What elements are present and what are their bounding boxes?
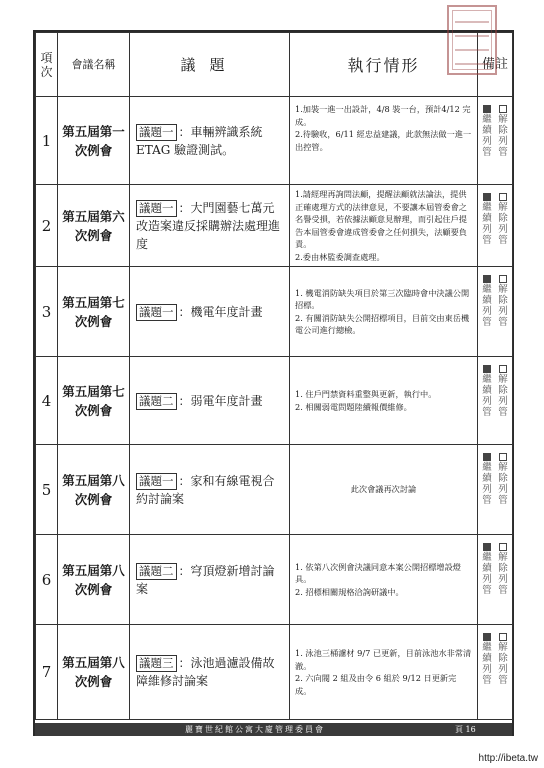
note-cell xyxy=(478,625,513,720)
table-row xyxy=(36,185,513,267)
note-cell xyxy=(478,357,513,445)
row-index: 1 xyxy=(36,97,58,185)
topic-text: ：家和有線電視合約討論案 xyxy=(136,473,275,506)
release-checkbox xyxy=(499,105,507,113)
continue-checkbox xyxy=(483,453,491,461)
execution-cell xyxy=(290,535,478,625)
topic-text: ：弱電年度計畫 xyxy=(178,393,263,408)
note-cell xyxy=(478,535,513,625)
topic-tag: 議題三 xyxy=(136,655,177,672)
table-row xyxy=(36,267,513,357)
header-execution: 執行情形 xyxy=(290,33,478,97)
topic-cell xyxy=(130,625,290,720)
meeting-tracking-table xyxy=(35,32,513,720)
note-cell xyxy=(478,97,513,185)
release-label: 解除列管 xyxy=(498,552,508,596)
continue-checkbox xyxy=(483,543,491,551)
release-checkbox xyxy=(499,365,507,373)
topic-text: ：機電年度計畫 xyxy=(178,304,263,319)
execution-cell xyxy=(290,185,478,267)
execution-text: 1. 住戶門禁資料重整與更新，執行中。 2. 相關弱電問題陸續報價維修。 xyxy=(295,389,437,412)
release-label: 解除列管 xyxy=(498,642,508,686)
release-checkbox xyxy=(499,633,507,641)
note-cell xyxy=(478,445,513,535)
meeting-name: 第五屆第八次例會 xyxy=(58,535,130,625)
row-index: 3 xyxy=(36,267,58,357)
execution-text: 1. 泳池三桶濾材 9/7 已更新，目前泳池水非常清澈。 2. 六向閥 2 組及由令 6 組於 9/12 日更新完成。 xyxy=(295,648,472,696)
note-cell xyxy=(478,267,513,357)
meeting-name: 第五屆第七次例會 xyxy=(58,267,130,357)
topic-text: ：大門園藝七萬元改造案違反採購辦法處理進度 xyxy=(136,200,281,251)
continue-label: 繼續列管 xyxy=(482,284,492,328)
execution-cell xyxy=(290,445,478,535)
table-row xyxy=(36,625,513,720)
header-note: 備註 xyxy=(478,33,513,97)
execution-text: 1. 機電消防缺失項目於第三次臨時會中決議公開招標。 2. 有關消防缺失公開招標項目，目前交由東岳機電公司進行總檢。 xyxy=(295,287,470,335)
topic-text: ：車輛辨識系統ETAG 驗證測試。 xyxy=(136,124,263,157)
continue-label: 繼續列管 xyxy=(482,462,492,506)
note-cell xyxy=(478,185,513,267)
topic-text: ：泳池過濾設備故障維修討論案 xyxy=(136,656,275,688)
execution-text: 1.請經理再詢問法顧，提醒法顧就法論法，提供正確處理方式的法律意見，不要讓本屆管委會之名譽受損，若依據法顧意見辦理，而引起住戶提告本屆管委會違成管委會之任何損失，法顧要負責。 2.委由林監委調查處理。 xyxy=(295,189,467,262)
execution-cell xyxy=(290,625,478,720)
release-checkbox xyxy=(499,193,507,201)
table-row xyxy=(36,97,513,185)
row-index: 5 xyxy=(36,445,58,535)
topic-tag: 議題一 xyxy=(136,124,177,141)
topic-cell xyxy=(130,445,290,535)
release-label: 解除列管 xyxy=(498,462,508,506)
row-index: 7 xyxy=(36,625,58,720)
meeting-name: 第五屆第六次例會 xyxy=(58,185,130,267)
continue-checkbox xyxy=(483,633,491,641)
page-number: 頁 16 xyxy=(455,725,476,734)
release-checkbox xyxy=(499,453,507,461)
topic-tag: 議題一 xyxy=(136,200,177,217)
seal-stamp xyxy=(447,5,497,75)
footer-org: 麗寶世紀館公寓大廈管理委員會 xyxy=(185,725,325,734)
topic-tag: 議題一 xyxy=(136,304,177,321)
row-index: 2 xyxy=(36,185,58,267)
continue-label: 繼續列管 xyxy=(482,374,492,418)
continue-label: 繼續列管 xyxy=(482,552,492,596)
continue-label: 繼續列管 xyxy=(482,202,492,246)
topic-cell xyxy=(130,185,290,267)
meeting-name: 第五屆第八次例會 xyxy=(58,445,130,535)
page-footer xyxy=(35,723,512,736)
continue-checkbox xyxy=(483,105,491,113)
header-index: 項次 xyxy=(36,33,58,97)
continue-checkbox xyxy=(483,365,491,373)
topic-tag: 議題一 xyxy=(136,473,177,490)
continue-checkbox xyxy=(483,193,491,201)
release-label: 解除列管 xyxy=(498,374,508,418)
row-index: 6 xyxy=(36,535,58,625)
execution-cell xyxy=(290,267,478,357)
table-header-row xyxy=(36,33,513,97)
release-label: 解除列管 xyxy=(498,114,508,158)
execution-cell xyxy=(290,357,478,445)
topic-cell xyxy=(130,97,290,185)
continue-label: 繼續列管 xyxy=(482,114,492,158)
meeting-name: 第五屆第七次例會 xyxy=(58,357,130,445)
topic-cell xyxy=(130,267,290,357)
continue-label: 繼續列管 xyxy=(482,642,492,686)
execution-text: 1.加裝一進一出設計，4/8 裝一台，預計4/12 完成。 2.待驗收，6/11 經忠益建議，此款無法做一進一出控管。 xyxy=(295,104,472,152)
continue-checkbox xyxy=(483,275,491,283)
topic-cell xyxy=(130,535,290,625)
topic-tag: 議題二 xyxy=(136,393,177,410)
table-row xyxy=(36,445,513,535)
document-page xyxy=(33,30,514,736)
table-row xyxy=(36,535,513,625)
release-checkbox xyxy=(499,275,507,283)
topic-tag: 議題二 xyxy=(136,563,177,580)
release-label: 解除列管 xyxy=(498,202,508,246)
release-checkbox xyxy=(499,543,507,551)
meeting-name: 第五屆第一次例會 xyxy=(58,97,130,185)
topic-cell xyxy=(130,357,290,445)
topic-text: ：穹頂燈新增討論案 xyxy=(136,563,275,596)
execution-text: 此次會議再次討論 xyxy=(350,484,417,495)
watermark-text: http://ibeta.tw xyxy=(478,753,538,764)
row-index: 4 xyxy=(36,357,58,445)
table-row xyxy=(36,357,513,445)
header-meeting: 會議名稱 xyxy=(58,33,130,97)
execution-cell xyxy=(290,97,478,185)
meeting-name: 第五屆第八次例會 xyxy=(58,625,130,720)
header-topic: 議題 xyxy=(130,33,290,97)
execution-text: 1. 依第八次例會決議同意本案公開招標增設燈具。 2. 招標相關規格洽詢研議中。 xyxy=(295,561,461,597)
release-label: 解除列管 xyxy=(498,284,508,328)
